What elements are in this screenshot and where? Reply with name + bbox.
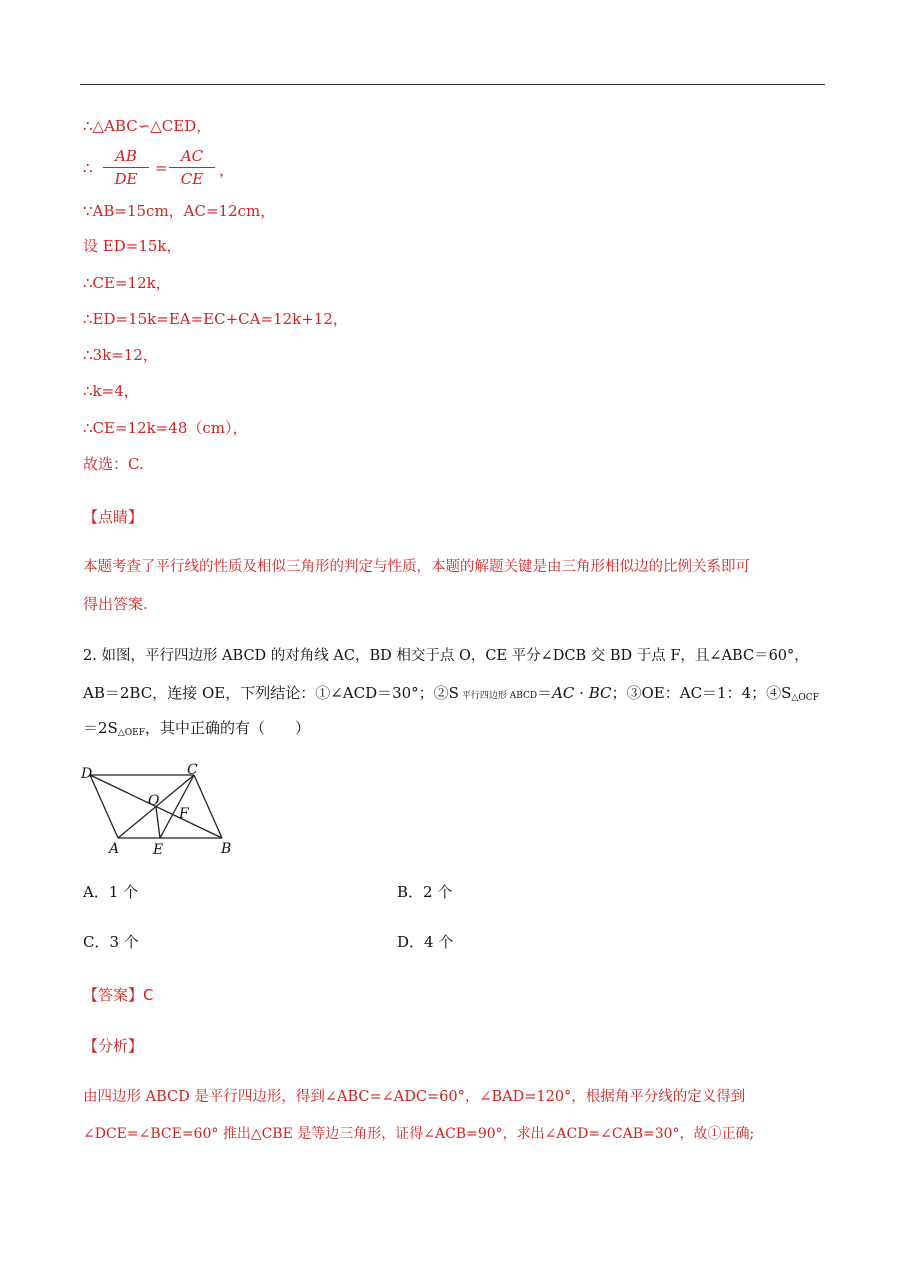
solution-line-6: ∴ED=15k=EA=EC+CA=12k+12，: [83, 310, 348, 328]
question-text: ＝2S: [83, 719, 118, 737]
answer-value: C: [143, 986, 154, 1004]
solution-line-1: ∴△ABC∽△CED，: [83, 117, 212, 135]
comment-heading: 【点睛】: [83, 508, 144, 526]
comment-text-1: 本题考查了平行线的性质及相似三角形的判定与性质，本题的解题关键是由三角形相似边的比例关系即可: [83, 559, 750, 575]
solution-line-4: 设 ED=15k，: [83, 237, 182, 255]
option-b: B．2 个: [397, 883, 453, 901]
question-text: AB＝2BC，连接 OE，下列结论：①∠ACD＝30°；②S: [83, 684, 459, 702]
side-cb: [194, 775, 222, 838]
solution-line-3: ∵AB=15cm，AC=12cm，: [83, 202, 276, 220]
question-text: ；③OE：AC＝1：4；④S: [611, 684, 792, 702]
header-rule: [80, 84, 825, 85]
question-line-3: [83, 718, 310, 743]
answer-heading: 【答案】: [83, 986, 144, 1004]
analysis-text-2: ∠DCE=∠BCE=60° 推出△CBE 是等边三角形，证得∠ACB=90°，求出∠ACD=∠CAB=30°，故①正确;: [83, 1126, 755, 1142]
fraction-ac-ce: [169, 145, 215, 190]
question-line-2: [83, 683, 819, 708]
fraction-ab-de: [103, 145, 149, 190]
analysis-text-1: 由四边形 ABCD 是平行四边形，得到∠ABC=∠ADC=60°，∠BAD=120°，根据角平分线的定义得到: [83, 1089, 746, 1105]
label-c: C: [187, 762, 198, 778]
segment-ce: [160, 775, 194, 838]
fraction-numerator: AB: [103, 145, 149, 168]
label-d: D: [81, 766, 93, 782]
solution-line-9: ∴CE=12k=48（cm），: [83, 419, 248, 437]
comma: ，: [219, 161, 235, 179]
segment-oe: [156, 807, 160, 838]
solution-line-10: 故选：C.: [83, 455, 144, 473]
fraction-denominator: DE: [114, 170, 138, 188]
question-text: ＝: [537, 684, 553, 702]
subscript: 平行四边形 ABCD: [458, 691, 538, 701]
label-b: B: [221, 841, 232, 857]
subscript: △OEF: [117, 728, 145, 738]
parallelogram-figure: [78, 760, 248, 860]
fraction-numerator: AC: [169, 145, 215, 168]
solution-line-5: ∴CE=12k，: [83, 274, 171, 292]
therefore-symbol: ∴: [83, 159, 93, 177]
option-d: D．4 个: [397, 933, 454, 951]
label-a: A: [109, 841, 120, 857]
subscript: △OCF: [791, 693, 819, 703]
comment-text-2: 得出答案.: [83, 595, 148, 613]
solution-line-8: ∴k=4，: [83, 382, 139, 400]
fraction-denominator: CE: [180, 170, 204, 188]
question-line-1: 2. 如图，平行四边形 ABCD 的对角线 AC，BD 相交于点 O，CE 平分∠DCB 交 BD 于点 F，且∠ABC＝60°，: [83, 648, 809, 664]
math-expression: AC · BC: [552, 684, 612, 702]
equals-sign: =: [155, 159, 168, 177]
question-text: ，其中正确的有（ ）: [144, 719, 310, 737]
answer-line: [83, 985, 154, 1005]
label-o: O: [148, 793, 160, 809]
label-e: E: [153, 842, 164, 858]
analysis-heading: 【分析】: [83, 1037, 144, 1055]
option-a: A．1 个: [83, 883, 139, 901]
option-c: C．3 个: [83, 933, 139, 951]
solution-line-7: ∴3k=12，: [83, 346, 158, 364]
side-ad: [90, 775, 118, 838]
label-f: F: [179, 806, 189, 822]
